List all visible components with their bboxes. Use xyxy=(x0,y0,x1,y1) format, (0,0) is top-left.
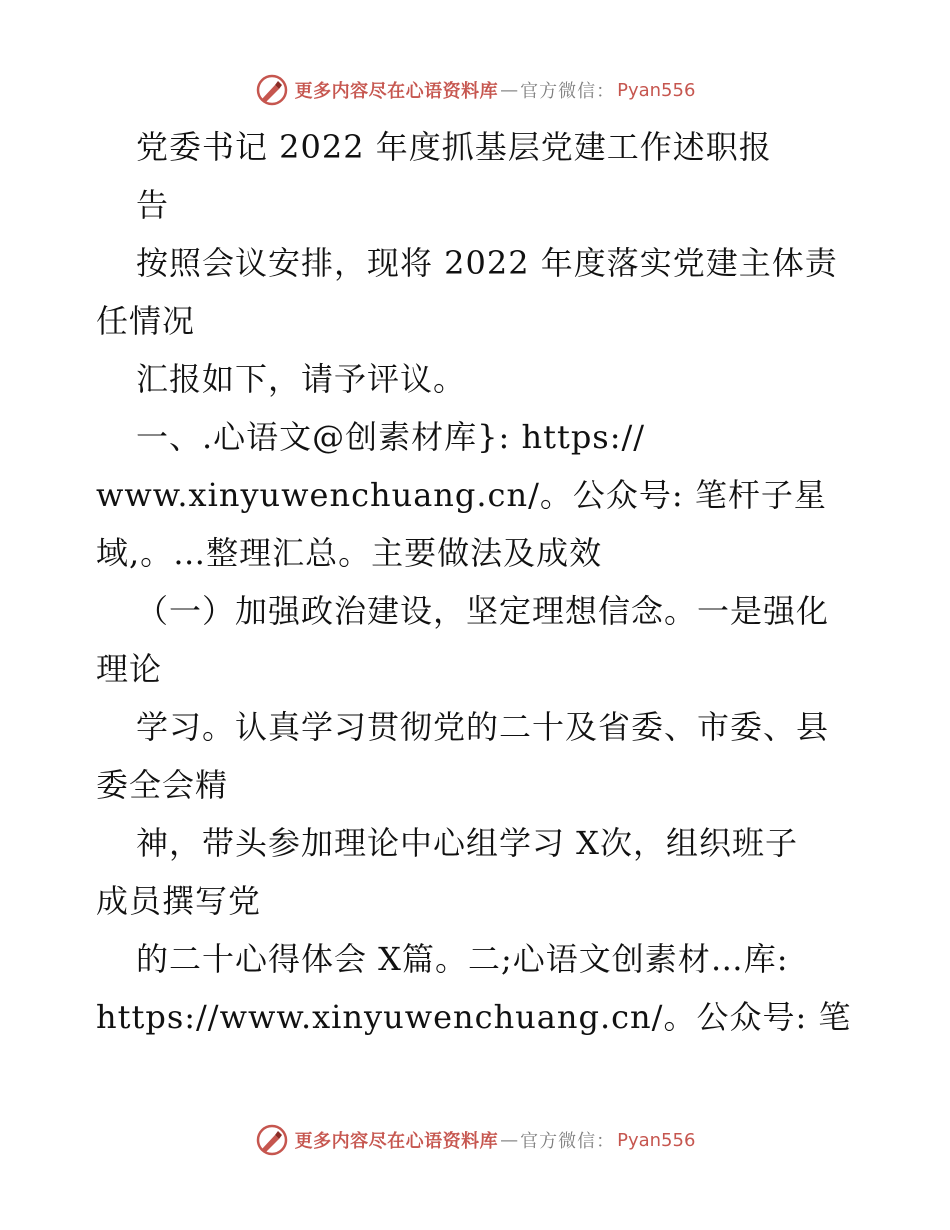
paragraph-line: 一、.心语文@创素材库}: https:// xyxy=(136,418,646,456)
paragraph-line: （一）加强政治建设，坚定理想信念。一是强化 xyxy=(136,592,830,630)
paragraph-line: 委全会精 xyxy=(96,766,229,804)
paragraph-line: https://www.xinyuwenchuang.cn/。公众号: 笔 xyxy=(96,998,852,1036)
paragraph-line: 汇报如下，请予评议。 xyxy=(136,360,467,398)
paragraph-line: 理论 xyxy=(96,650,163,688)
watermark-wechat-id: Pyan556 xyxy=(617,79,696,101)
paragraph-line: www.xinyuwenchuang.cn/。公众号: 笔杆子星 xyxy=(96,476,827,514)
watermark-wechat-label: 官方微信： xyxy=(520,81,616,102)
paragraph-line: 成员撰写党 xyxy=(96,882,262,920)
document-title-line-1: 党委书记 2022 年度抓基层党建工作述职报 xyxy=(136,128,772,166)
paragraph-line: 学习。认真学习贯彻党的二十及省委、市委、县 xyxy=(136,708,830,746)
pen-circle-logo-icon xyxy=(255,1123,289,1157)
watermark-dash: — xyxy=(500,1129,519,1151)
footer-watermark xyxy=(0,1120,950,1160)
watermark-wechat-label: 官方微信： xyxy=(520,1131,616,1152)
paragraph-line: 任情况 xyxy=(96,302,196,340)
paragraph-line: 的二十心得体会 X篇。二;心语文创素材…库: xyxy=(136,940,789,978)
pen-circle-logo-icon xyxy=(255,73,289,107)
paragraph-line: 神，带头参加理论中心组学习 X次，组织班子 xyxy=(136,824,798,862)
paragraph-line: 按照会议安排，现将 2022 年度落实党建主体责 xyxy=(136,244,838,282)
document-title-line-2: 告 xyxy=(136,186,170,224)
header-watermark xyxy=(0,70,950,110)
watermark-wechat-id: Pyan556 xyxy=(617,1129,696,1151)
watermark-text: 更多内容尽在心语资料库 xyxy=(294,81,499,102)
watermark-text: 更多内容尽在心语资料库 xyxy=(294,1131,499,1152)
paragraph-line: 域,。…整理汇总。主要做法及成效 xyxy=(96,534,603,572)
watermark-dash: — xyxy=(500,79,519,101)
document-body xyxy=(96,118,866,1046)
